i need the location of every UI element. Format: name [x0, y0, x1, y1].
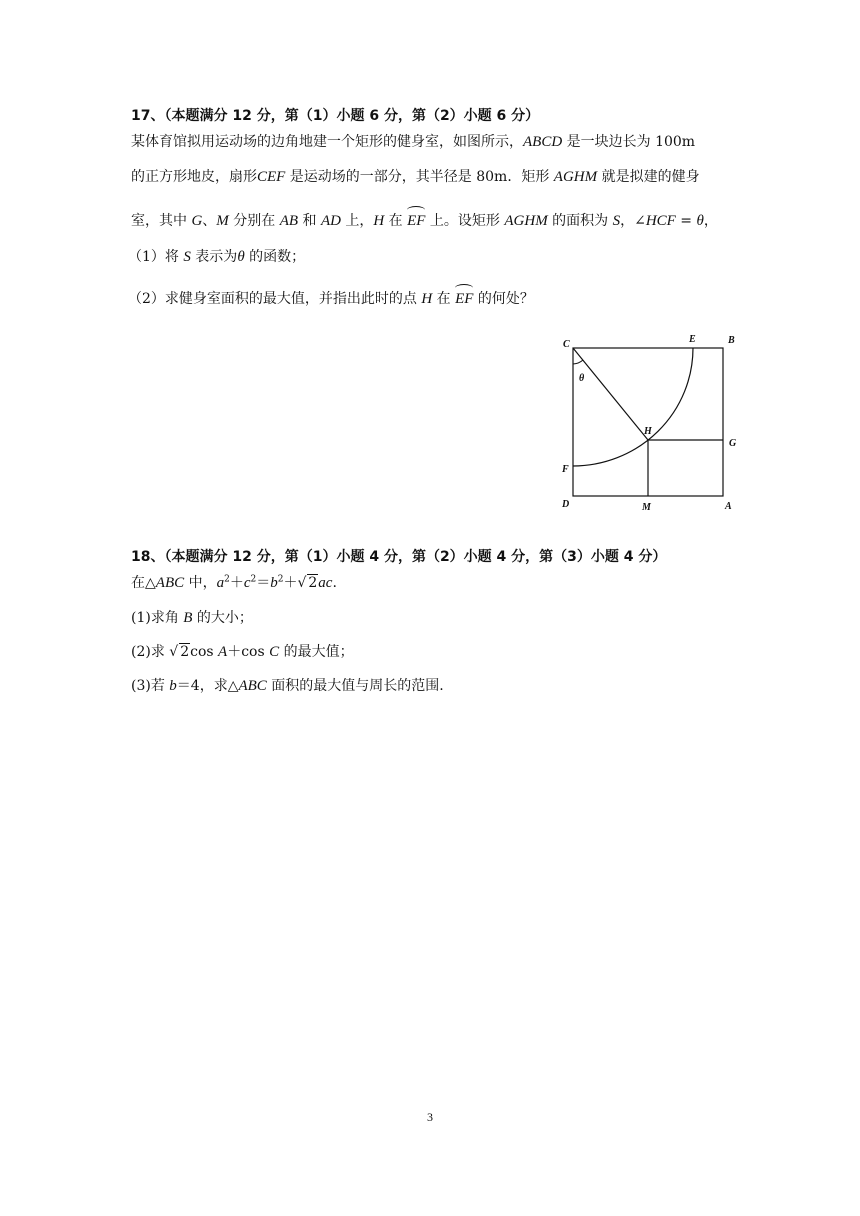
q17-text-line-3: 室，其中 G、M 分别在 AB 和 AD 上，H 在 EF 上。设矩形 AGHM 的面积为 S，∠HCF = θ， — [131, 208, 718, 231]
page-number: 3 — [427, 1110, 433, 1124]
label-h: H — [644, 426, 652, 437]
q17-text-line-2: 的正方形地皮，扇形CEF 是运动场的一部分，其半径是 80m．矩形 AGHM 就是拟建的健身 — [131, 169, 700, 185]
arc-ef-curve — [573, 348, 693, 466]
label-m: M — [642, 502, 651, 513]
label-g: G — [729, 438, 737, 449]
geometry-figure — [558, 333, 748, 516]
label-e: E — [689, 334, 696, 345]
label-theta: θ — [579, 373, 585, 384]
label-f: F — [562, 464, 569, 475]
q17-part-1: （1）将 S 表示为θ 的函数； — [128, 249, 306, 265]
q18-part-3: (3)若 b＝4，求△ABC 面积的最大值与周长的范围. — [131, 678, 444, 694]
angle-mark — [573, 360, 583, 364]
label-a: A — [725, 501, 732, 512]
q17-heading: 17、（本题满分 12 分，第（1）小题 6 分，第（2）小题 6 分） — [131, 108, 540, 124]
q17-text-line-1: 某体育馆拟用运动场的边角地建一个矩形的健身室，如图所示，ABCD 是一块边长为 100m — [131, 134, 696, 150]
arc-ef: EF — [407, 208, 425, 231]
q18-heading: 18、（本题满分 12 分，第（1）小题 4 分，第（2）小题 4 分，第（3）小题 4 分） — [131, 549, 667, 565]
q18-part-2: (2)求 √ 2cos A＋cos C 的最大值； — [131, 644, 354, 660]
q18-part-1: (1)求角 B 的大小； — [131, 610, 253, 626]
q18-text-line-1: 在△ABC 中，$a^2+c^2=b^2+√$ 2ac. — [131, 574, 337, 591]
label-d: D — [562, 499, 570, 510]
label-b: B — [728, 335, 735, 346]
segment-ch — [573, 348, 648, 440]
label-c: C — [563, 339, 570, 350]
arc-ef: EF — [455, 286, 473, 309]
q17-part-2: （2）求健身室面积的最大值，并指出此时的点 H 在 EF 的何处？ — [128, 286, 534, 309]
